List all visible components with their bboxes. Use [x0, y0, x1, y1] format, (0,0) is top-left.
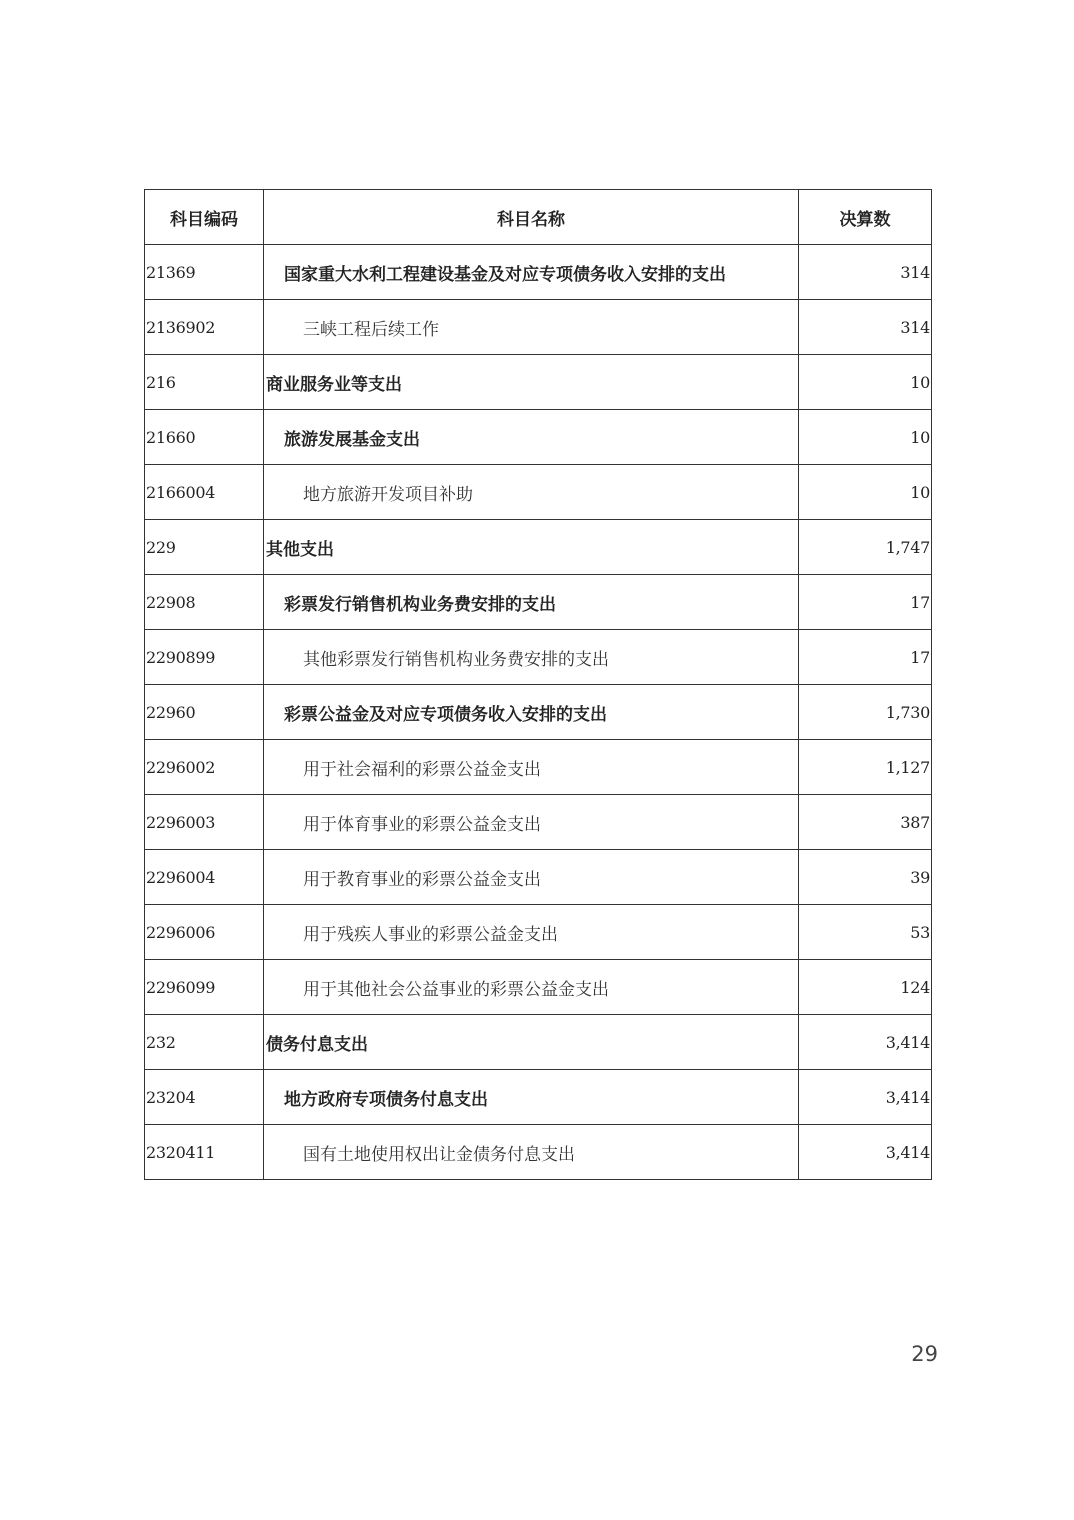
row-code: 232 [145, 1015, 264, 1070]
row-amount: 387 [799, 795, 932, 850]
row-name: 彩票发行销售机构业务费安排的支出 [264, 575, 799, 630]
header-code: 科目编码 [145, 190, 264, 245]
row-name: 三峡工程后续工作 [264, 300, 799, 355]
row-name: 用于体育事业的彩票公益金支出 [264, 795, 799, 850]
row-name: 其他彩票发行销售机构业务费安排的支出 [264, 630, 799, 685]
row-name: 商业服务业等支出 [264, 355, 799, 410]
table-row [145, 630, 932, 685]
row-name: 彩票公益金及对应专项债务收入安排的支出 [264, 685, 799, 740]
row-amount: 314 [799, 300, 932, 355]
table-row [145, 740, 932, 795]
row-code: 2296002 [145, 740, 264, 795]
row-code: 21660 [145, 410, 264, 465]
header-name: 科目名称 [264, 190, 799, 245]
row-code: 229 [145, 520, 264, 575]
row-amount: 3,414 [799, 1125, 932, 1180]
table-row [145, 685, 932, 740]
table-row [145, 410, 932, 465]
row-amount: 10 [799, 355, 932, 410]
row-amount: 3,414 [799, 1070, 932, 1125]
row-code: 22908 [145, 575, 264, 630]
row-name: 债务付息支出 [264, 1015, 799, 1070]
row-amount: 17 [799, 630, 932, 685]
row-amount: 39 [799, 850, 932, 905]
table-row [145, 850, 932, 905]
row-code: 2296099 [145, 960, 264, 1015]
row-name: 用于其他社会公益事业的彩票公益金支出 [264, 960, 799, 1015]
table-body [145, 245, 932, 1180]
row-amount: 3,414 [799, 1015, 932, 1070]
table-row [145, 1070, 932, 1125]
row-name: 其他支出 [264, 520, 799, 575]
row-amount: 10 [799, 465, 932, 520]
row-code: 2136902 [145, 300, 264, 355]
table-row [145, 245, 932, 300]
table-row [145, 465, 932, 520]
row-amount: 314 [799, 245, 932, 300]
row-amount: 17 [799, 575, 932, 630]
row-code: 2296004 [145, 850, 264, 905]
row-amount: 1,127 [799, 740, 932, 795]
table-row [145, 795, 932, 850]
table-row [145, 960, 932, 1015]
header-row [145, 190, 932, 245]
row-name: 地方政府专项债务付息支出 [264, 1070, 799, 1125]
row-amount: 1,747 [799, 520, 932, 575]
table-row [145, 1125, 932, 1180]
row-code: 2290899 [145, 630, 264, 685]
row-code: 2166004 [145, 465, 264, 520]
row-amount: 10 [799, 410, 932, 465]
row-code: 22960 [145, 685, 264, 740]
row-code: 216 [145, 355, 264, 410]
table-row [145, 575, 932, 630]
row-name: 用于残疾人事业的彩票公益金支出 [264, 905, 799, 960]
row-name: 地方旅游开发项目补助 [264, 465, 799, 520]
row-name: 国家重大水利工程建设基金及对应专项债务收入安排的支出 [264, 245, 799, 300]
row-name: 国有土地使用权出让金债务付息支出 [264, 1125, 799, 1180]
row-code: 21369 [145, 245, 264, 300]
row-amount: 53 [799, 905, 932, 960]
row-code: 2320411 [145, 1125, 264, 1180]
header-amount: 决算数 [799, 190, 932, 245]
table-row [145, 1015, 932, 1070]
row-name: 旅游发展基金支出 [264, 410, 799, 465]
table-row [145, 520, 932, 575]
page-number: 29 [911, 1342, 938, 1366]
row-amount: 124 [799, 960, 932, 1015]
table-row [145, 905, 932, 960]
row-code: 2296003 [145, 795, 264, 850]
row-code: 23204 [145, 1070, 264, 1125]
table-header [145, 190, 932, 245]
row-name: 用于教育事业的彩票公益金支出 [264, 850, 799, 905]
table-row [145, 300, 932, 355]
budget-table [144, 189, 932, 1180]
table-row [145, 355, 932, 410]
row-amount: 1,730 [799, 685, 932, 740]
row-name: 用于社会福利的彩票公益金支出 [264, 740, 799, 795]
row-code: 2296006 [145, 905, 264, 960]
